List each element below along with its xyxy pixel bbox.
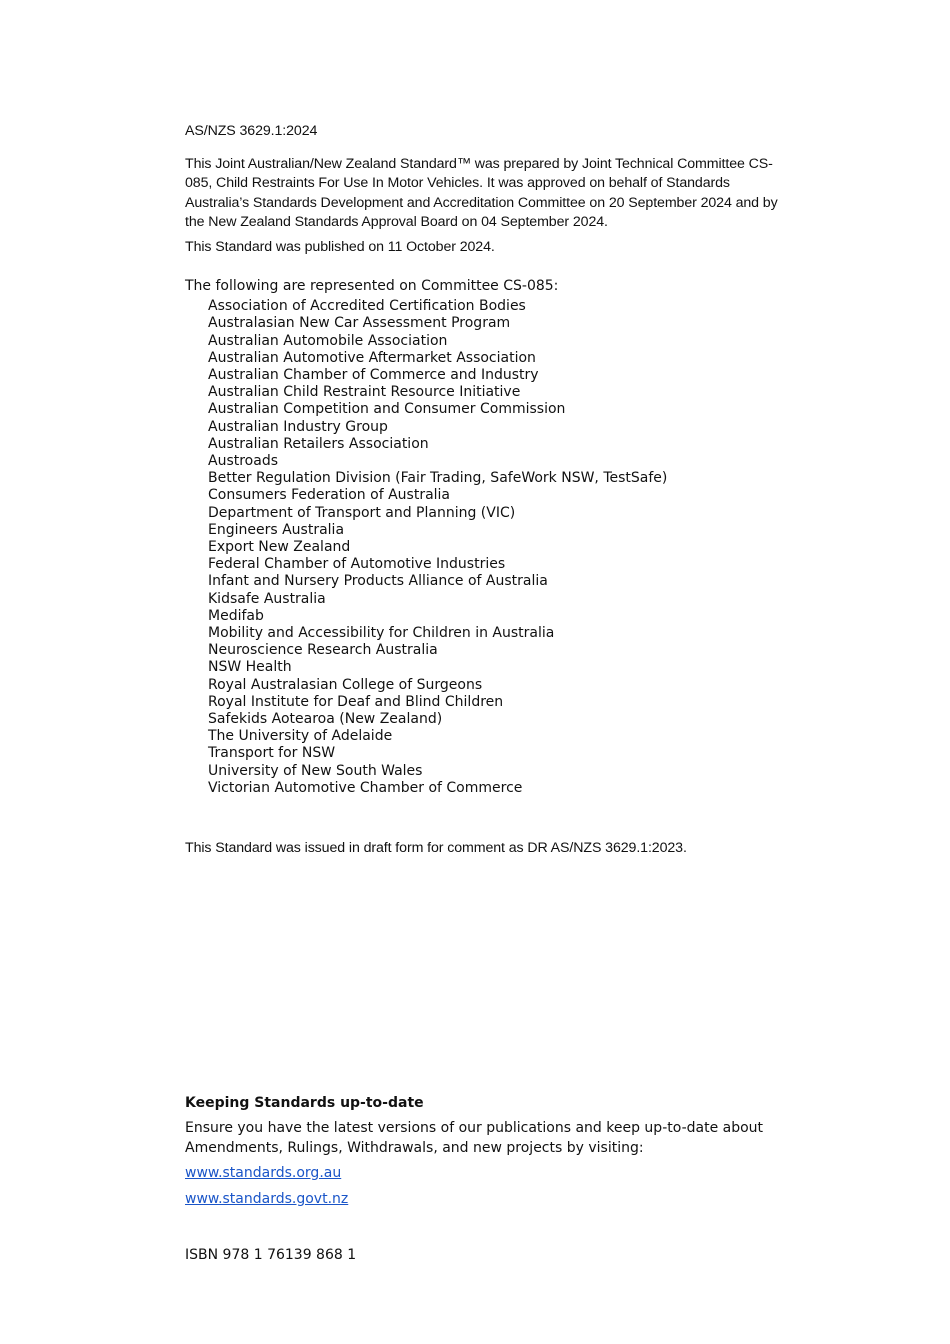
committee-section bbox=[185, 278, 667, 797]
committee-member: Export New Zealand bbox=[208, 539, 351, 556]
committee-member: Australian Automotive Aftermarket Association bbox=[208, 349, 536, 366]
keeping-up-to-date-heading: Keeping Standards up-to-date bbox=[185, 1095, 424, 1111]
committee-member: Australasian New Car Assessment Program bbox=[208, 315, 511, 332]
committee-member: Medifab bbox=[208, 607, 264, 624]
committee-member: Kidsafe Australia bbox=[208, 590, 326, 607]
committee-member: Royal Institute for Deaf and Blind Children bbox=[208, 693, 504, 710]
committee-member: Austroads bbox=[208, 453, 279, 470]
committee-member: Safekids Aotearoa (New Zealand) bbox=[208, 711, 443, 728]
standards-nz-link[interactable]: www.standards.govt.nz bbox=[185, 1191, 349, 1207]
committee-member: Australian Child Restraint Resource Initiative bbox=[208, 384, 521, 401]
intro-paragraph: This Joint Australian/New Zealand Standard™ was prepared by Joint Technical Committee CS-085, Child Restraints For Use In Motor Vehicles. It was approved on behalf of Standards Australia’s Standards Development and Accreditation Committee on 20 September 2024 and by the New Zealand Standards Approval Board on 04 September 2024. bbox=[185, 156, 778, 230]
committee-member: Australian Retailers Association bbox=[208, 435, 429, 452]
committee-member-list bbox=[185, 298, 667, 797]
keeping-up-to-date-body: Ensure you have the latest versions of our publications and keep up-to-date about Amendments, Rulings, Withdrawals, and new projects by visiting: bbox=[185, 1120, 764, 1156]
isbn-number: ISBN 978 1 76139 868 1 bbox=[185, 1247, 357, 1263]
committee-member: Infant and Nursery Products Alliance of Australia bbox=[208, 573, 548, 590]
committee-member: NSW Health bbox=[208, 659, 292, 676]
committee-member: Consumers Federation of Australia bbox=[208, 487, 451, 504]
committee-member: Victorian Automotive Chamber of Commerce bbox=[208, 779, 523, 796]
draft-note: This Standard was issued in draft form for comment as DR AS/NZS 3629.1:2023. bbox=[185, 840, 687, 856]
committee-member: Transport for NSW bbox=[208, 745, 336, 762]
committee-member: Department of Transport and Planning (VIC) bbox=[208, 504, 516, 521]
committee-member: Engineers Australia bbox=[208, 521, 345, 538]
committee-member: The University of Adelaide bbox=[208, 728, 393, 745]
committee-member: Royal Australasian College of Surgeons bbox=[208, 676, 483, 693]
committee-heading: The following are represented on Committee CS-085: bbox=[185, 278, 559, 294]
committee-member: Neuroscience Research Australia bbox=[208, 642, 438, 659]
committee-member: Australian Competition and Consumer Commission bbox=[208, 401, 566, 418]
standards-au-link[interactable]: www.standards.org.au bbox=[185, 1165, 342, 1181]
committee-member: Australian Industry Group bbox=[208, 418, 388, 435]
committee-member: Association of Accredited Certification Bodies bbox=[208, 298, 526, 315]
committee-member: Better Regulation Division (Fair Trading, SafeWork NSW, TestSafe) bbox=[208, 470, 668, 487]
committee-member: Australian Automobile Association bbox=[208, 332, 448, 349]
committee-member: University of New South Wales bbox=[208, 762, 423, 779]
committee-member: Australian Chamber of Commerce and Industry bbox=[208, 367, 539, 384]
published-date: This Standard was published on 11 October 2024. bbox=[185, 239, 495, 255]
committee-member: Mobility and Accessibility for Children in Australia bbox=[208, 625, 555, 642]
standard-id: AS/NZS 3629.1:2024 bbox=[185, 123, 318, 139]
committee-member: Federal Chamber of Automotive Industries bbox=[208, 556, 506, 573]
